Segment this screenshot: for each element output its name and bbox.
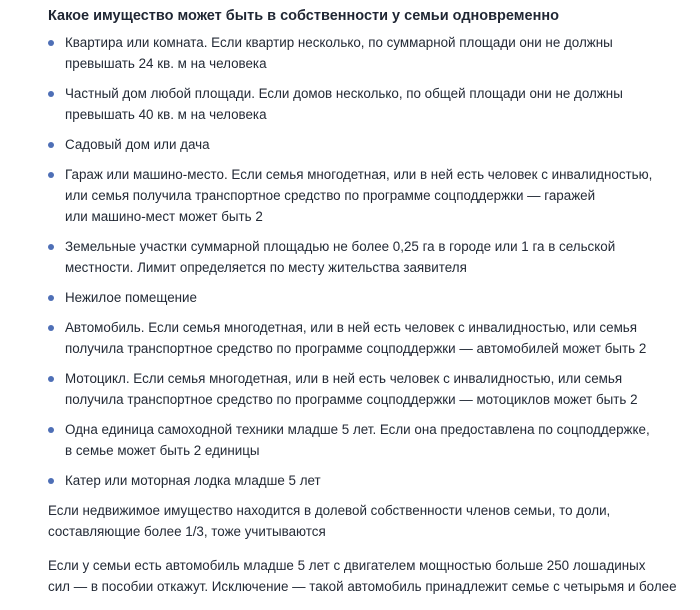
- list-item: [48, 287, 688, 308]
- bullet-dot-icon: [48, 295, 54, 301]
- paragraph-line: Если у семьи есть автомобиль младше 5 лет с двигателем мощностью больше 250 лошадиных: [48, 558, 646, 573]
- list-item-line: Одна единица самоходной техники младше 5 лет. Если она предоставлена по соцподдержке,: [65, 422, 650, 437]
- list-item-line: получила транспортное средство по программе соцподдержки — автомобилей может быть 2: [65, 341, 647, 356]
- list-item-line: в семье может быть 2 единицы: [65, 443, 260, 458]
- paragraph-line: сил — в пособии откажут. Исключение — такой автомобиль принадлежит семье с четырьмя и более: [48, 579, 677, 594]
- list-item-line: Катер или моторная лодка младше 5 лет: [65, 473, 321, 488]
- list-item-line: Садовый дом или дача: [65, 137, 210, 152]
- bullet-dot-icon: [48, 142, 54, 148]
- list-item: [48, 134, 688, 155]
- list-item-line: получила транспортное средство по программе соцподдержки — мотоциклов может быть 2: [65, 392, 638, 407]
- bullet-dot-icon: [48, 40, 54, 46]
- list-item-line: Гараж или машино-место. Если семья многодетная, или в ней есть человек с инвалидностью,: [65, 167, 653, 182]
- list-item-line: Нежилое помещение: [65, 290, 197, 305]
- benefit-property-section: [48, 6, 688, 610]
- list-item-line: Частный дом любой площади. Если домов несколько, по общей площади они не должны: [65, 86, 623, 101]
- list-item: [48, 236, 688, 278]
- list-item-line: или машино-мест может быть 2: [65, 209, 263, 224]
- list-item: [48, 368, 688, 410]
- bullet-dot-icon: [48, 325, 54, 331]
- list-item: [48, 83, 688, 125]
- list-item: [48, 32, 688, 74]
- list-item-line: Квартира или комната. Если квартир несколько, по суммарной площади они не должны: [65, 35, 613, 50]
- list-item: [48, 419, 688, 461]
- list-item-line: превышать 40 кв. м на человека: [65, 107, 267, 122]
- bullet-dot-icon: [48, 427, 54, 433]
- shared-ownership-note: [48, 500, 688, 542]
- bullet-dot-icon: [48, 244, 54, 250]
- list-item-line: Автомобиль. Если семья многодетная, или в ней есть человек с инвалидностью, или семья: [65, 320, 638, 335]
- list-item: [48, 164, 688, 227]
- bullet-dot-icon: [48, 376, 54, 382]
- list-item: [48, 470, 688, 491]
- list-item-line: превышать 24 кв. м на человека: [65, 56, 267, 71]
- car-power-note: [48, 555, 688, 597]
- bullet-dot-icon: [48, 172, 54, 178]
- list-item-line: или семья получила транспортное средство по программе соцподдержки — гаражей: [65, 188, 596, 203]
- bullet-dot-icon: [48, 478, 54, 484]
- paragraph-line: Если недвижимое имущество находится в долевой собственности членов семьи, то доли,: [48, 503, 611, 518]
- list-item-line: Мотоцикл. Если семья многодетная, или в ней есть человек с инвалидностью, или семья: [65, 371, 623, 386]
- list-item-line: местности. Лимит определяется по месту жительства заявителя: [65, 260, 467, 275]
- list-item-line: Земельные участки суммарной площадью не более 0,25 га в городе или 1 га в сельской: [65, 239, 616, 254]
- paragraph-line: составляющие более 1/3, тоже учитываются: [48, 524, 326, 539]
- list-item: [48, 317, 688, 359]
- bullet-dot-icon: [48, 91, 54, 97]
- section-heading: Какое имущество может быть в собственности у семьи одновременно: [48, 8, 559, 24]
- property-list: [48, 32, 688, 491]
